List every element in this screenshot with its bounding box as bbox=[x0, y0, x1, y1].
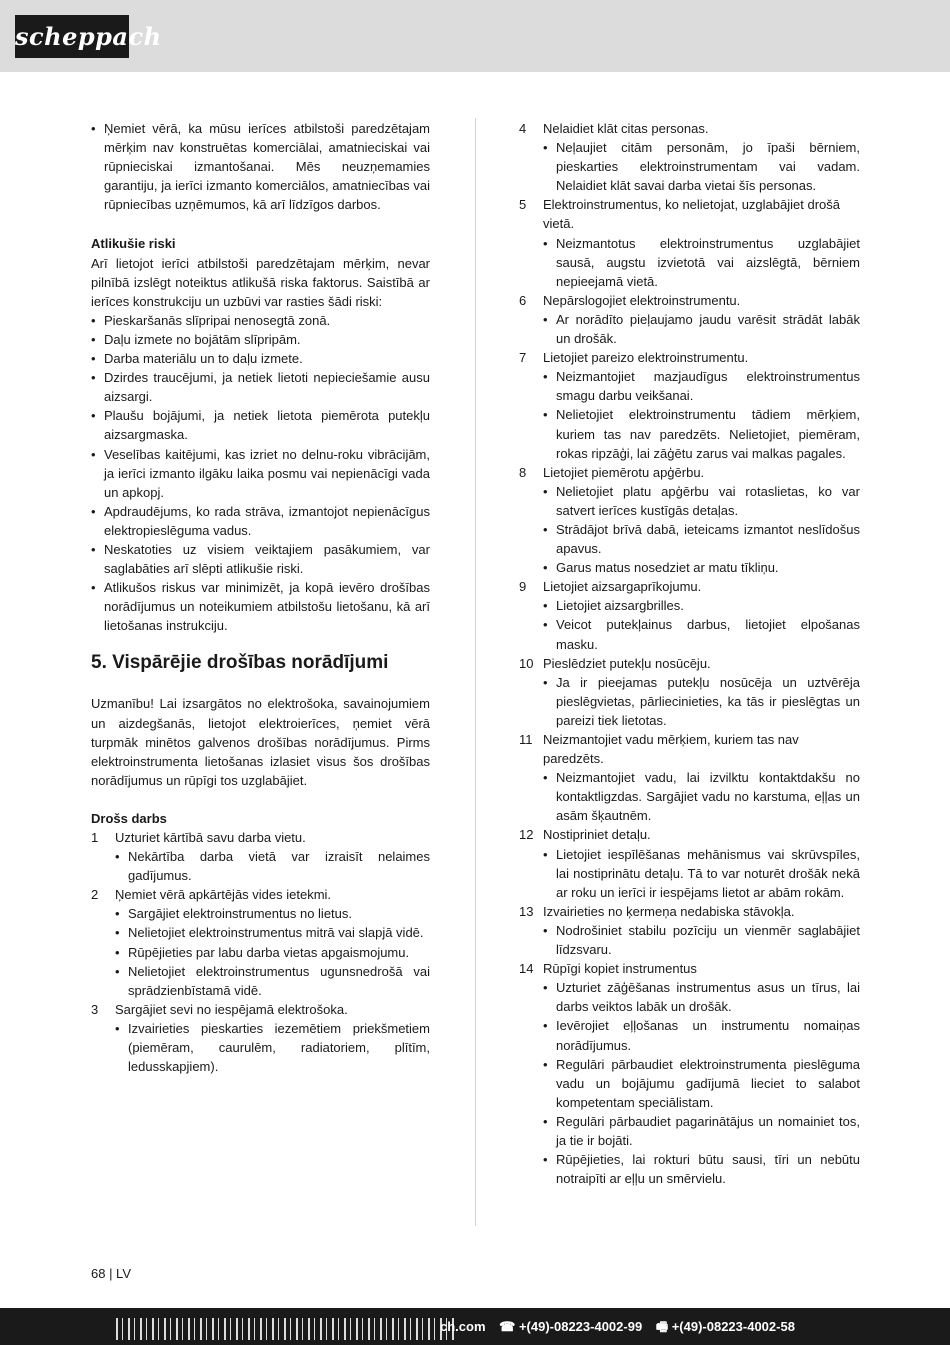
item-text: Izvairieties no ķermeņa nedabiska stāvokļa. bbox=[543, 903, 795, 919]
item-text: Neizmantojiet vadu mērķiem, kuriem tas nav paredzēts. bbox=[543, 732, 799, 767]
residual-risk-item: • Daļu izmete no bojātām slīpripām. bbox=[91, 330, 430, 349]
item-number: 7 bbox=[519, 350, 527, 366]
item-text: Lietojiet pareizo elektroinstrumentu. bbox=[543, 350, 749, 366]
numbered-item bbox=[519, 348, 860, 367]
residual-risk-item: • Darba materiālu un to daļu izmete. bbox=[91, 349, 430, 368]
sub-item: • Regulāri pārbaudiet pagarinātājus un nomainiet tos, ja tie ir bojāti. bbox=[543, 1112, 860, 1150]
intro-bullet: • Ņemiet vērā, ka mūsu ierīces atbilstoši paredzētajam mērķim nav konstruētas komerciālai, amatnieciskai vai rūpnieciskai izmantošanai. Mēs neuzņemamies garantiju, ja ierīci izmanto komerciālos, amatniecības vai rūpniecības uzņēmumos, kā arī līdzīgos darbos. bbox=[91, 119, 430, 214]
residual-risk-item: • Neskatoties uz visiem veiktajiem pasākumiem, var saglabāties arī slēpti atlikušie riski. bbox=[91, 540, 430, 578]
residual-risks-list bbox=[91, 311, 430, 636]
sub-item: • Garus matus nosedziet ar matu tīkliņu. bbox=[543, 558, 860, 577]
sub-item: • Ar norādīto pieļaujamo jaudu varēsit strādāt labāk un drošāk. bbox=[543, 310, 860, 348]
safe-work-list-right bbox=[519, 119, 860, 1188]
item-number: 2 bbox=[91, 887, 99, 903]
right-column bbox=[519, 119, 860, 1188]
residual-risks-heading: Atlikušie riski bbox=[91, 236, 176, 252]
sub-item: • Ievērojiet eļļošanas un instrumentu nomaiņas norādījumus. bbox=[543, 1016, 860, 1054]
item-number: 9 bbox=[519, 579, 527, 595]
footer-barcode-graphic bbox=[116, 1318, 456, 1340]
sub-item: • Strādājot brīvā dabā, ieteicams izmantot neslīdošus apavus. bbox=[543, 520, 860, 558]
numbered-item bbox=[519, 463, 860, 482]
sub-item: • Neļaujiet citām personām, jo īpaši bērniem, pieskarties elektroinstrumentam vai vadam. Nelaidiet klāt savai darba vietai šīs personas. bbox=[543, 138, 860, 195]
numbered-item bbox=[519, 195, 860, 233]
page-footer bbox=[0, 1308, 950, 1345]
item-number: 5 bbox=[519, 197, 527, 213]
left-column bbox=[91, 119, 430, 1076]
numbered-item bbox=[519, 730, 860, 768]
numbered-item bbox=[519, 119, 860, 138]
residual-risks-text: Arī lietojot ierīci atbilstoši paredzētajam mērķim, nevar pilnībā izslēgt noteiktus atlikušā riska faktorus. Saistībā ar ierīces konstrukciju un uzbūvi var rasties šādi riski: bbox=[91, 255, 430, 309]
residual-risk-item: • Pieskaršanās slīpripai nenosegtā zonā. bbox=[91, 311, 430, 330]
numbered-item bbox=[91, 828, 430, 847]
sub-item: • Ja ir pieejamas putekļu nosūcēja un uztvērēja pieslēgvietas, pārliecinieties, ka tās ir pieslēgtas un pareizi tiek lietotas. bbox=[543, 673, 860, 730]
item-number: 6 bbox=[519, 292, 527, 308]
numbered-item bbox=[519, 902, 860, 921]
item-number: 11 bbox=[519, 732, 533, 747]
website-text: ch.com bbox=[440, 1319, 486, 1334]
column-divider bbox=[475, 118, 476, 1226]
numbered-item bbox=[519, 825, 860, 844]
numbered-item bbox=[519, 291, 860, 310]
section-intro: Uzmanību! Lai izsargātos no elektrošoka, savainojumiem un aizdegšanās, lietojot elektroierīces, ņemiet vērā turpmāk minētos galvenos drošības norādījumus. Pirms elektroinstrumenta lietošanas izlasiet visus šos drošības norādījumus un rūpīgi tos uzglabājiet. bbox=[91, 696, 430, 788]
item-text: Lietojiet aizsargaprīkojumu. bbox=[543, 579, 702, 595]
residual-risk-item: • Atlikušos riskus var minimizēt, ja kopā ievēro drošības norādījumus un noteikumiem atbilstošu lietošanu, kā arī lietošanas instrukciju. bbox=[91, 578, 430, 635]
sub-item: • Neizmantojiet vadu, lai izvilktu kontaktdakšu no kontaktligzdas. Sargājiet vadu no karstuma, eļļas un asām šķautnēm. bbox=[543, 768, 860, 825]
item-number: 1 bbox=[91, 830, 99, 845]
sub-item: • Rūpējieties par labu darba vietas apgaismojumu. bbox=[115, 943, 430, 962]
numbered-item bbox=[519, 577, 860, 596]
item-number: 14 bbox=[519, 961, 534, 977]
safe-work-list-left bbox=[91, 828, 430, 1076]
sub-item: • Sargājiet elektroinstrumentus no lietus. bbox=[115, 904, 430, 923]
numbered-item bbox=[519, 654, 860, 673]
sub-item: • Nelietojiet elektroinstrumentus ugunsnedrošā vai sprādzienbīstamā vidē. bbox=[115, 962, 430, 1000]
sub-item: • Rūpējieties, lai rokturi būtu sausi, tīri un nebūtu notraipīti ar eļļu un smērvielu. bbox=[543, 1150, 860, 1188]
item-text: Rūpīgi kopiet instrumentus bbox=[543, 961, 697, 977]
item-number: 8 bbox=[519, 464, 527, 480]
residual-risk-item: • Dzirdes traucējumi, ja netiek lietoti nepieciešamie ausu aizsargi. bbox=[91, 368, 430, 406]
item-text: Nepārslogojiet elektroinstrumentu. bbox=[543, 292, 741, 308]
sub-item: • Uzturiet zāģēšanas instrumentus asus un tīrus, lai darbs veiktos labāk un drošāk. bbox=[543, 978, 860, 1016]
section-title: 5. Vispārējie drošības norādījumi bbox=[91, 652, 389, 674]
item-text: Lietojiet piemērotu apģērbu. bbox=[543, 464, 705, 480]
footer-contact bbox=[440, 1318, 805, 1340]
item-number: 12 bbox=[519, 827, 534, 843]
residual-risk-item: • Apdraudējums, ko rada strāva, izmantojot nepienācīgus elektropieslēguma vadus. bbox=[91, 502, 430, 540]
item-text: Ņemiet vērā apkārtējās vides ietekmi. bbox=[115, 887, 332, 903]
sub-item: • Lietojiet iespīlēšanas mehānismus vai skrūvspīles, lai nostiprinātu detaļu. Tā to var noturēt drošāk nekā ar roku un ierīci ir iespējams lietot ar abām rokām. bbox=[543, 845, 860, 902]
safe-work-heading: Drošs darbs bbox=[91, 810, 167, 826]
sub-item: • Neizmantotus elektroinstrumentus uzglabājiet sausā, augstu izvietotā vai aizslēgtā, bērniem nepieejamā vietā. bbox=[543, 234, 860, 291]
sub-item: • Nekārtība darba vietā var izraisīt nelaimes gadījumus. bbox=[115, 847, 430, 885]
sub-item: • Regulāri pārbaudiet elektroinstrumenta pieslēguma vadu un bojājumu gadījumā lieciet to salabot kompetentam speciālistam. bbox=[543, 1055, 860, 1112]
fax-number: 🖷 +(49)-08223-4002-58 bbox=[655, 1319, 795, 1334]
phone-number: ☎ +(49)-08223-4002-99 bbox=[499, 1319, 643, 1334]
sub-item: • Nelietojiet platu apģērbu vai rotaslietas, ko var satvert ierīces kustīgās detaļas. bbox=[543, 482, 860, 520]
item-number: 13 bbox=[519, 903, 534, 919]
item-number: 4 bbox=[519, 121, 527, 136]
scheppach-logo: scheppach bbox=[15, 15, 129, 58]
numbered-item bbox=[91, 885, 430, 904]
item-text: Nelaidiet klāt citas personas. bbox=[543, 121, 709, 136]
item-text: Sargājiet sevi no iespējamā elektrošoka. bbox=[115, 1001, 348, 1017]
item-number: 3 bbox=[91, 1001, 99, 1017]
numbered-item bbox=[519, 959, 860, 978]
sub-item: • Neizmantojiet mazjaudīgus elektroinstrumentus smagu darbu veikšanai. bbox=[543, 367, 860, 405]
page-header bbox=[0, 0, 950, 72]
item-text: Elektroinstrumentus, ko nelietojat, uzglabājiet drošā vietā. bbox=[543, 197, 840, 232]
sub-item: • Izvairieties pieskarties iezemētiem priekšmetiem (piemēram, caurulēm, radiatoriem, plītīm, ledusskapjiem). bbox=[115, 1019, 430, 1076]
sub-item: • Veicot putekļainus darbus, lietojiet elpošanas masku. bbox=[543, 615, 860, 653]
residual-risk-item: • Veselības kaitējumi, kas izriet no delnu-roku vibrācijām, ja ierīci izmanto ilgāku laika posmu vai nepienācīgi vada un apkopj. bbox=[91, 445, 430, 502]
sub-item: • Nodrošiniet stabilu pozīciju un vienmēr saglabājiet līdzsvaru. bbox=[543, 921, 860, 959]
page-number: 68 | LV bbox=[91, 1266, 131, 1281]
numbered-item bbox=[91, 1000, 430, 1019]
item-text: Uzturiet kārtībā savu darba vietu. bbox=[115, 830, 306, 845]
sub-item: • Nelietojiet elektroinstrumentus mitrā vai slapjā vidē. bbox=[115, 923, 430, 942]
sub-item: • Lietojiet aizsargbrilles. bbox=[543, 596, 860, 615]
item-text: Pieslēdziet putekļu nosūcēju. bbox=[543, 655, 711, 671]
residual-risk-item: • Plaušu bojājumi, ja netiek lietota piemērota putekļu aizsargmaska. bbox=[91, 406, 430, 444]
sub-item: • Nelietojiet elektroinstrumentu tādiem mērķiem, kuriem tas nav paredzēts. Nelietojiet, piemēram, rokas ripzāģi, lai zāģētu zarus vai malkas pagales. bbox=[543, 405, 860, 462]
item-text: Nostipriniet detaļu. bbox=[543, 827, 651, 843]
item-number: 10 bbox=[519, 655, 534, 671]
